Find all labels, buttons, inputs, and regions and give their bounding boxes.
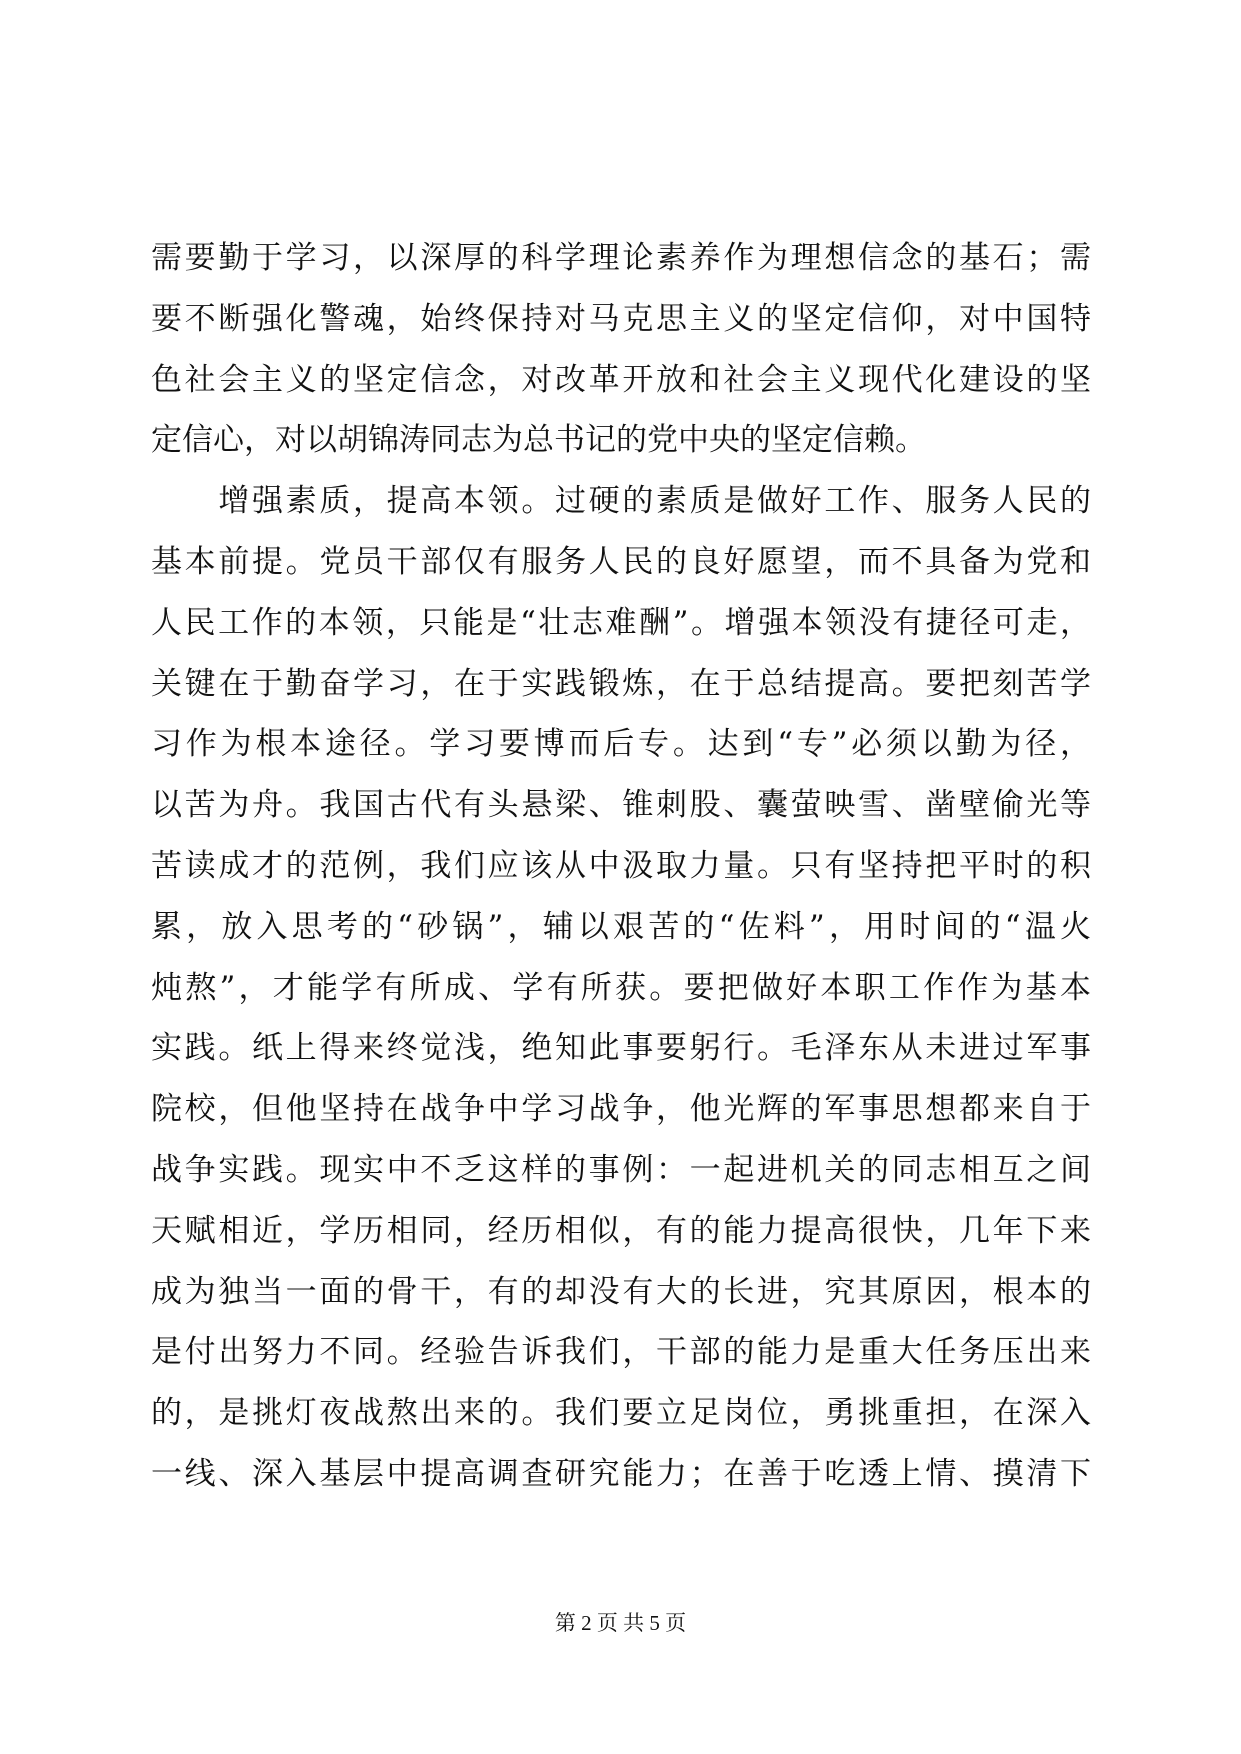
text-line: 习作为根本途径。学习要博而后专。达到“专”必须以勤为径， — [151, 726, 1091, 763]
text-line: 以苦为舟。我国古代有头悬梁、锥刺股、囊萤映雪、凿壁偷光等 — [151, 787, 1091, 824]
text-line: 定信心，对以胡锦涛同志为总书记的党中央的坚定信赖。 — [151, 422, 926, 459]
text-line: 实践。纸上得来终觉浅，绝知此事要躬行。毛泽东从未进过军事 — [151, 1030, 1091, 1067]
text-line: 的，是挑灯夜战熬出来的。我们要立足岗位，勇挑重担，在深入 — [151, 1395, 1091, 1432]
text-line: 要不断强化警魂，始终保持对马克思主义的坚定信仰，对中国特 — [151, 300, 1091, 337]
body-text — [151, 228, 1091, 1505]
text-line: 天赋相近，学历相同，经历相似，有的能力提高很快，几年下来 — [151, 1212, 1091, 1249]
text-line: 需要勤于学习，以深厚的科学理论素养作为理想信念的基石；需 — [151, 240, 1091, 276]
text-line: 色社会主义的坚定信念，对改革开放和社会主义现代化建设的坚 — [151, 361, 1091, 398]
text-line: 苦读成才的范例，我们应该从中汲取力量。只有坚持把平时的积 — [151, 847, 1091, 884]
text-line: 基本前提。党员干部仅有服务人民的良好愿望，而不具备为党和 — [151, 543, 1091, 580]
text-line: 战争实践。现实中不乏这样的事例：一起进机关的同志相互之间 — [151, 1151, 1091, 1188]
text-line: 炖熬”，才能学有所成、学有所获。要把做好本职工作作为基本 — [151, 969, 1091, 1006]
text-line: 累，放入思考的“砂锅”，辅以艰苦的“佐料”，用时间的“温火 — [151, 908, 1091, 945]
text-line: 成为独当一面的骨干，有的却没有大的长进，究其原因，根本的 — [151, 1273, 1091, 1310]
text-line: 院校，但他坚持在战争中学习战争，他光辉的军事思想都来自于 — [151, 1091, 1091, 1128]
text-line: 增强素质，提高本领。过硬的素质是做好工作、服务人民的 — [151, 483, 1091, 520]
text-line: 一线、深入基层中提高调查研究能力；在善于吃透上情、摸清下 — [151, 1455, 1091, 1492]
text-line: 是付出努力不同。经验告诉我们，干部的能力是重大任务压出来 — [151, 1334, 1091, 1371]
text-line: 关键在于勤奋学习，在于实践锻炼，在于总结提高。要把刻苦学 — [151, 665, 1091, 702]
text-line: 人民工作的本领，只能是“壮志难酬”。增强本领没有捷径可走， — [151, 604, 1091, 641]
page-number-footer: 第 2 页 共 5 页 — [554, 1611, 687, 1635]
